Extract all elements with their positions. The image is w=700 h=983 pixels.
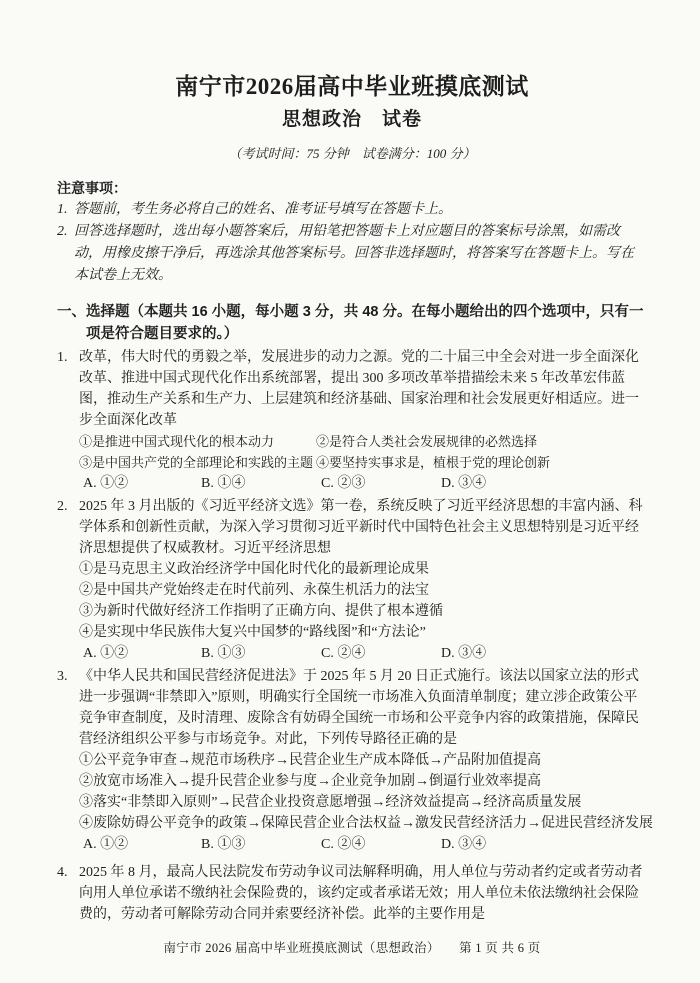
question-3-choice-a: A. ①② <box>83 837 129 852</box>
question-2 <box>57 496 647 664</box>
question-2-choices <box>79 643 647 664</box>
question-2-choice-d: D. ③④ <box>441 646 487 661</box>
notice-item-1-number: 1. <box>57 202 68 217</box>
question-3-statement-1: ①公平竞争审查→规范市场秩序→民营企业生产成本降低→产品附加值提高 <box>79 753 541 768</box>
question-3-stem-row <box>57 666 647 750</box>
question-2-choice-a: A. ①② <box>83 646 129 661</box>
question-2-statements <box>79 559 647 643</box>
question-2-statement-1: ①是马克思主义政治经济学中国化时代化的最新理论成果 <box>79 562 429 577</box>
notice-item-1 <box>57 199 647 221</box>
question-1-stem: 改革，伟大时代的勇毅之举，发展进步的动力之源。党的二十届三中全会对进一步全面深化改革、推进中国式现代化作出系统部署，提出 300 多项改革举措描绘未来 5 年改革宏伟蓝图，推动生产关系和生产力、上层建筑和经济基础、国家治理和社会发展更好相适应。进一步全面深化改革 <box>79 350 639 428</box>
question-1-statement-1: ①是推进中国式现代化的根本动力 <box>79 434 275 449</box>
question-1-choice-a: A. ①② <box>83 476 129 491</box>
question-3-statement-2: ②放宽市场准入→提升民营企业参与度→企业竞争加剧→倒逼行业效率提高 <box>79 774 541 789</box>
question-2-stem-row <box>57 496 647 559</box>
question-2-statement-2: ②是中国共产党始终走在时代前列、永葆生机活力的法宝 <box>79 583 429 598</box>
question-3-choice-d: D. ③④ <box>441 837 487 852</box>
notice-heading: 注意事项： <box>57 180 127 196</box>
page-footer: 南宁市 2026 届高中毕业班摸底测试（思想政治） 第 1 页 共 6 页 <box>163 941 541 955</box>
question-2-choice-c: C. ②④ <box>321 646 366 661</box>
question-4-number: 4. <box>57 865 68 880</box>
question-3-stem: 《中华人民共和国民营经济促进法》于 2025 年 5 月 20 日正式施行。该法以国家立法的形式进一步强调“非禁即入”原则，明确实行全国统一市场准入负面清单制度；建立涉企政策公平竞争审查制度，及时清理、废除含有妨碍全国统一市场和公平竞争内容的政策措施，保障民营经济组织公平参与市场竞争。对此，下列传导路径正确的是 <box>79 669 639 747</box>
question-1-statement-2: ②是符合人类社会发展规律的必然选择 <box>316 434 538 449</box>
question-1-statement-4: ④要坚持实事求是，植根于党的理论创新 <box>316 455 551 470</box>
question-3-choices <box>79 834 647 855</box>
question-2-statement-3: ③为新时代做好经济工作指明了正确方向、提供了根本遵循 <box>79 604 443 619</box>
notice-section <box>57 177 647 287</box>
question-3-statements <box>79 750 653 834</box>
notice-item-2-number: 2. <box>57 224 68 239</box>
notice-item-2-text: 回答选择题时，选出每小题答案后，用铅笔把答题卡上对应题目的答案标号涂黑，如需改动，用橡皮擦干净后，再选涂其他答案标号。回答非选择题时，将答案写在答题卡上。写在本试卷上无效。 <box>74 224 634 283</box>
question-3-choice-b: B. ①③ <box>201 837 246 852</box>
question-1-stem-row <box>57 347 647 431</box>
question-3-statement-3: ③落实“非禁即入原则”→民营企业投资意愿增强→经济效益提高→经济高质量发展 <box>79 795 582 810</box>
section-one-heading: 一、选择题（本题共 16 小题，每小题 3 分，共 48 分。在每小题给出的四个选项中，只有一项是符合题目要求的。） <box>57 304 644 342</box>
exam-info: （考试时间：75 分钟 试卷满分：100 分） <box>228 146 476 161</box>
question-2-statement-4: ④是实现中华民族伟大复兴中国梦的“路线图”和“方法论” <box>79 625 426 640</box>
question-1-choice-c: C. ②③ <box>321 476 366 491</box>
question-3 <box>57 666 653 855</box>
question-2-number: 2. <box>57 499 68 514</box>
question-1-choices <box>79 473 647 494</box>
question-3-choice-c: C. ②④ <box>321 837 366 852</box>
question-2-choice-b: B. ①③ <box>201 646 246 661</box>
page-title: 南宁市2026届高中毕业班摸底测试 <box>175 74 529 99</box>
question-3-statement-4: ④废除妨碍公平竞争的政策→保障民营企业合法权益→激发民营经济活力→促进民营经济发展 <box>79 816 653 831</box>
question-4 <box>57 862 647 925</box>
question-1-choice-b: B. ①④ <box>201 476 246 491</box>
question-2-stem: 2025 年 3 月出版的《习近平经济文选》第一卷，系统反映了习近平经济思想的丰富内涵、科学体系和创新性贡献，为深入学习贯彻习近平新时代中国特色社会主义思想特别是习近平经济思想提供了权威教材。习近平经济思想 <box>79 499 643 556</box>
question-1-statement-3: ③是中国共产党的全部理论和实践的主题 <box>79 455 314 470</box>
question-1-number: 1. <box>57 350 68 365</box>
question-4-stem: 2025 年 8 月，最高人民法院发布劳动争议司法解释明确，用人单位与劳动者约定或者劳动者向用人单位承诺不缴纳社会保险费的，该约定或者承诺无效；用人单位未依法缴纳社会保险费的，劳动者可解除劳动合同并索要经济补偿。此举的主要作用是 <box>79 865 643 922</box>
question-1 <box>57 347 647 494</box>
question-1-choice-d: D. ③④ <box>441 476 487 491</box>
notice-item-1-text: 答题前，考生务必将自己的姓名、准考证号填写在答题卡上。 <box>74 202 452 217</box>
question-4-stem-row <box>57 862 647 925</box>
question-3-number: 3. <box>57 669 68 684</box>
question-1-statements <box>79 431 647 473</box>
page-subtitle: 思想政治 试卷 <box>281 109 422 130</box>
notice-item-2 <box>57 221 647 287</box>
